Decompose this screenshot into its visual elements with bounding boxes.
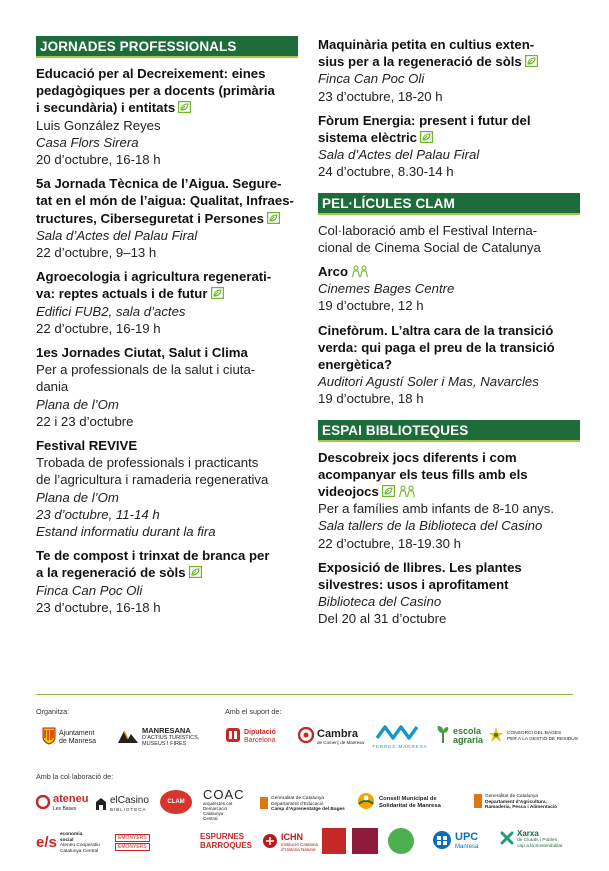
- event-item: [36, 175, 298, 261]
- event-title: [318, 263, 580, 280]
- upc-line-1: UPC: [455, 831, 479, 843]
- right-top-event-list: [318, 36, 580, 181]
- event-title-line: verda: qui paga el preu de la transició: [318, 339, 555, 355]
- coac-line-3: Demarcació: [203, 806, 228, 811]
- event-item: [36, 437, 298, 540]
- event-title-line: videojocs: [318, 483, 580, 500]
- event-title-line: energètica?: [318, 357, 393, 373]
- rutes-logo: [372, 724, 428, 751]
- elcasino-logo: [95, 796, 149, 814]
- rutes-text: TERRES MANRESA: [372, 744, 428, 749]
- percent-icon: e/s: [36, 834, 57, 851]
- clam-event-list: [318, 263, 580, 408]
- event-title: [318, 112, 580, 146]
- cambra-line-1: Cambra: [317, 727, 358, 740]
- ichn-mark-icon: [262, 832, 278, 853]
- event-item: [318, 112, 580, 181]
- library-event-list: [318, 449, 580, 628]
- coac-line-5: Central: [203, 816, 218, 821]
- event-title: [36, 65, 298, 117]
- event-detail-line: 22 i 23 d’octubre: [36, 413, 134, 429]
- gencat-edu-line-2: Departament d’Educació: [271, 801, 324, 807]
- economia-line-2: social: [59, 837, 74, 843]
- suport-label: Amb el suport de:: [225, 707, 282, 716]
- coac-line-2: arquitectes.cat: [203, 801, 233, 806]
- event-title-line: acompanyar els teus fills amb els: [318, 466, 528, 482]
- event-title: [318, 36, 580, 70]
- event-title: [36, 344, 298, 361]
- coat-of-arms-icon: [42, 727, 56, 748]
- gencat-agricultura-logo: [474, 794, 557, 811]
- consell-line-2: Solidaritat de Manresa: [379, 802, 441, 809]
- event-detail-line: de l’agricultura i ramaderia regenerativa: [36, 472, 269, 488]
- event-detail-line: Cinemes Bages Centre: [318, 281, 455, 297]
- gencat-agri-line-3: Ramaderia, Pesca i Alimentació: [485, 805, 558, 811]
- cambra-mark-icon: [298, 727, 314, 746]
- espurnes-line-2: BARROQUES: [200, 841, 253, 850]
- xarxa-line-3: cap a la Sostenibilitat: [517, 843, 563, 849]
- economia-line-4: Catalunya Central: [59, 848, 99, 854]
- leaf-icon: [267, 212, 280, 224]
- gencat-educacio-logo: [260, 796, 345, 813]
- gencat-edu-line-1: Generalitat de Catalunya: [271, 796, 325, 801]
- diputacio-line-2: Barcelona: [244, 736, 276, 744]
- consell-line-1: Consell Municipal de: [379, 795, 437, 802]
- section-title-biblioteques: ESPAI BIBLIOTEQUES: [318, 420, 580, 442]
- clam-logo: CLAM: [160, 790, 192, 814]
- event-detail-line: Trobada de professionals i practicants: [36, 455, 259, 471]
- manresana-line-1: MANRESANA: [142, 726, 191, 735]
- event-title-line: Festival REVIVE: [36, 438, 138, 454]
- xarxa-ciutats-logo: [500, 830, 562, 849]
- event-detail-line: 20 d’octubre, 16-18 h: [36, 152, 161, 168]
- ateneu-logo: [36, 794, 88, 813]
- event-title-line: Arco: [318, 263, 580, 280]
- ajuntament-line-1: Ajuntament: [59, 729, 95, 737]
- sprout-icon: [436, 724, 450, 747]
- people-icon: [351, 265, 369, 278]
- upc-line-2: Manresa: [455, 844, 479, 850]
- event-detail-line: Plana de l’Om: [36, 489, 119, 505]
- economia-line-3: Ateneu Cooperatiu: [59, 843, 100, 848]
- ateneu-line-1: ateneu: [53, 793, 89, 805]
- event-item: [318, 559, 580, 628]
- upc-mark-icon: [432, 830, 452, 853]
- event-detail-line: 23 d’octubre, 16-18 h: [36, 599, 161, 615]
- event-title: [36, 175, 298, 227]
- consorci-line-2: PER A LA GESTIÓ DE RESIDUS: [507, 736, 578, 742]
- event-detail-line: Per a famílies amb infants de 8-10 anys.: [318, 501, 555, 517]
- economia-social-logo: [36, 832, 100, 854]
- consell-solidaritat-logo: [356, 792, 441, 813]
- consorci-mark-icon: [488, 727, 504, 746]
- escola-line-1: escola: [453, 725, 482, 736]
- section-title-clam: PEL·LÍCULES CLAM: [318, 193, 580, 215]
- gencat-agri-line-1: Generalitat de Catalunya: [485, 794, 539, 800]
- event-title-line: va: reptes actuals i de futur: [36, 285, 298, 302]
- ateneu-mark-icon: [36, 795, 50, 812]
- upc-manresa-logo: [432, 830, 478, 853]
- leaf-icon: [211, 287, 224, 299]
- event-title-line: Educació per al Decreixement: eines: [36, 66, 266, 81]
- manresana-mark-icon: [117, 728, 139, 747]
- coac-line-4: Catalunya: [203, 811, 224, 816]
- event-title: [36, 268, 298, 302]
- gencat-flag-icon: [260, 797, 268, 812]
- cambra-line-2: de Comerç de Manresa: [317, 739, 365, 745]
- escola-agraria-logo: [436, 724, 483, 747]
- event-title-line: tat en el món de l’aigua: Qualitat, Infraes-: [36, 193, 294, 209]
- event-title-line: Cinefòrum. L’altra cara de la transició: [318, 322, 554, 338]
- escola-line-2: agraria: [453, 734, 484, 745]
- event-title-line: Exposició de llibres. Les plantes: [318, 559, 522, 575]
- left-event-list: [36, 65, 298, 616]
- event-title-line: sius per a la regeneració de sòls: [318, 53, 580, 70]
- event-title: [36, 547, 298, 581]
- event-title-line: 5a Jornada Tècnica de l’Aigua. Segure-: [36, 176, 282, 192]
- green-circle-logo: [388, 828, 414, 854]
- footer-divider: [36, 694, 573, 695]
- ichn-line-1: ICHN: [281, 832, 303, 842]
- diputacio-mark-icon: [225, 727, 241, 746]
- xarxa-mark-icon: [500, 831, 514, 848]
- emonyers-line-2: EMONYERS: [115, 843, 150, 851]
- clam-intro-line-2: cional de Cinema Social de Catalunya: [318, 239, 541, 255]
- event-detail-line: Auditori Agustí Soler i Mas, Navarcles: [318, 374, 539, 390]
- event-title-line: Descobreix jocs diferents i com: [318, 449, 517, 465]
- solidarity-icon: [356, 792, 376, 813]
- event-detail-line: 19 d’octubre, 12 h: [318, 298, 424, 314]
- event-item: [36, 547, 298, 616]
- gencat-flag-icon-2: [474, 794, 482, 811]
- manresana-line-2: D’ACTIUS TURÍSTICS,: [142, 735, 200, 741]
- xarxa-line-2: de Ciutats i Pobles: [517, 838, 557, 843]
- event-title-line: Te de compost i trinxat de branca per: [36, 548, 270, 564]
- event-detail-line: Casa Flors Sirera: [36, 134, 139, 150]
- ichn-logo: [262, 832, 318, 853]
- building-icon: [95, 797, 107, 814]
- elcasino-line-2: BIBLIOTECA: [110, 807, 147, 812]
- clam-intro-line-1: Col·laboració amb el Festival Interna-: [318, 222, 538, 238]
- event-detail-line: Finca Can Poc Oli: [36, 582, 143, 598]
- manresana-logo: [117, 727, 199, 747]
- event-title-line: a la regeneració de sòls: [36, 564, 298, 581]
- event-title-line: 1es Jornades Ciutat, Salut i Clima: [36, 345, 248, 361]
- section-title-jornades: JORNADES PROFESSIONALS: [36, 36, 298, 58]
- clam-intro: [318, 222, 580, 256]
- event-detail-line: Per a professionals de la salut i ciuta-: [36, 362, 256, 378]
- emonyers-line-1: EMONYERS: [115, 834, 150, 842]
- red-square-logo: [322, 828, 346, 854]
- wave-mark-icon: [375, 724, 425, 743]
- leaf-icon: [382, 485, 395, 497]
- elcasino-line-1: elCasino: [110, 795, 149, 806]
- event-item: [36, 65, 298, 168]
- event-detail-line: 22 d’octubre, 9–13 h: [36, 245, 157, 261]
- event-title: [36, 437, 298, 454]
- consorci-bages-logo: [488, 727, 578, 746]
- right-column: [318, 36, 580, 628]
- event-title-line: sistema elèctric: [318, 129, 580, 146]
- event-title-line: Maquinària petita en cultius exten-: [318, 37, 535, 52]
- leaf-icon: [178, 101, 191, 113]
- event-detail-line: Finca Can Poc Oli: [318, 71, 425, 87]
- ajuntament-manresa-logo: [42, 727, 96, 748]
- event-title: [318, 559, 580, 593]
- event-detail-line: Del 20 al 31 d’octubre: [318, 611, 447, 627]
- event-detail-line: Luis González Reyes: [36, 117, 161, 133]
- event-title-line: silvestres: usos i aprofitament: [318, 577, 509, 593]
- event-detail-line: 23 d’octubre, 18-20 h: [318, 88, 443, 104]
- event-item: [318, 322, 580, 408]
- espurnes-line-1: ESPURNES: [200, 832, 245, 841]
- coac-line-1: COAC: [203, 787, 245, 802]
- event-title: [318, 322, 580, 374]
- event-title-line: Agroecologia i agricultura regenerati-: [36, 269, 272, 285]
- ichn-line-3: d’Història Natural: [281, 847, 316, 852]
- event-detail-line: 19 d’octubre, 18 h: [318, 391, 424, 407]
- event-detail-line: 24 d’octubre, 8.30-14 h: [318, 164, 454, 180]
- event-title-line: Fòrum Energia: present i futur del: [318, 112, 531, 128]
- event-item: [318, 263, 580, 315]
- event-detail-line: Plana de l’Om: [36, 396, 119, 412]
- event-item: [318, 36, 580, 105]
- event-detail-line: dania: [36, 379, 69, 395]
- organitza-label: Organitza:: [36, 707, 70, 716]
- ajuntament-line-2: de Manresa: [59, 737, 96, 745]
- coac-logo: [203, 788, 245, 821]
- diputacio-barcelona-logo: [225, 727, 276, 746]
- event-item: [36, 344, 298, 430]
- ateneu-line-2: Les Bases: [53, 806, 77, 812]
- event-item: [318, 449, 580, 552]
- gencat-agri-line-2: Departament d’Agricultura,: [485, 799, 547, 805]
- left-column: [36, 36, 298, 616]
- event-detail-line: Estand informatiu durant la fira: [36, 524, 216, 540]
- event-title-line: i secundària) i entitats: [36, 99, 298, 116]
- event-item: [36, 268, 298, 337]
- leaf-icon: [420, 131, 433, 143]
- economia-line-1: economia: [59, 832, 83, 837]
- purple-square-logo: [352, 828, 378, 854]
- collab-label: Amb la col·laboració de:: [36, 772, 114, 781]
- xarxa-line-1: Xarxa: [517, 829, 539, 838]
- event-detail-line: 22 d’octubre, 16-19 h: [36, 320, 161, 336]
- ichn-line-2: Institució Catalana: [281, 842, 319, 847]
- event-detail-line: Sala d’Actes del Palau Firal: [318, 147, 480, 163]
- gencat-edu-line-3: Camp d’Aprenentatge del Bages: [271, 807, 345, 812]
- cambra-logo: [298, 727, 364, 746]
- leaf-icon: [525, 55, 538, 67]
- event-title-line: pedagògiques per a docents (primària: [36, 83, 275, 99]
- people-icon: [398, 485, 416, 498]
- diputacio-line-1: Diputació: [244, 728, 276, 736]
- emonyers-logo: [115, 834, 150, 851]
- consorci-line-1: CONSORCI DEL BAGES: [507, 730, 562, 736]
- espurnes-logo: [200, 832, 252, 850]
- event-title-line: tructures, Ciberseguretat i Persones: [36, 210, 298, 227]
- event-detail-line: Sala tallers de la Biblioteca del Casino: [318, 518, 543, 534]
- event-detail-line: 23 d’octubre, 11-14 h: [36, 506, 160, 522]
- event-detail-line: 22 d’octubre, 18-19.30 h: [318, 535, 461, 551]
- event-detail-line: Biblioteca del Casino: [318, 594, 442, 610]
- leaf-icon: [189, 566, 202, 578]
- manresana-line-3: MUSEUS I FIRES: [142, 741, 187, 747]
- event-title: [318, 449, 580, 501]
- event-detail-line: Sala d’Actes del Palau Firal: [36, 227, 198, 243]
- event-detail-line: Edifici FUB2, sala d’actes: [36, 303, 186, 319]
